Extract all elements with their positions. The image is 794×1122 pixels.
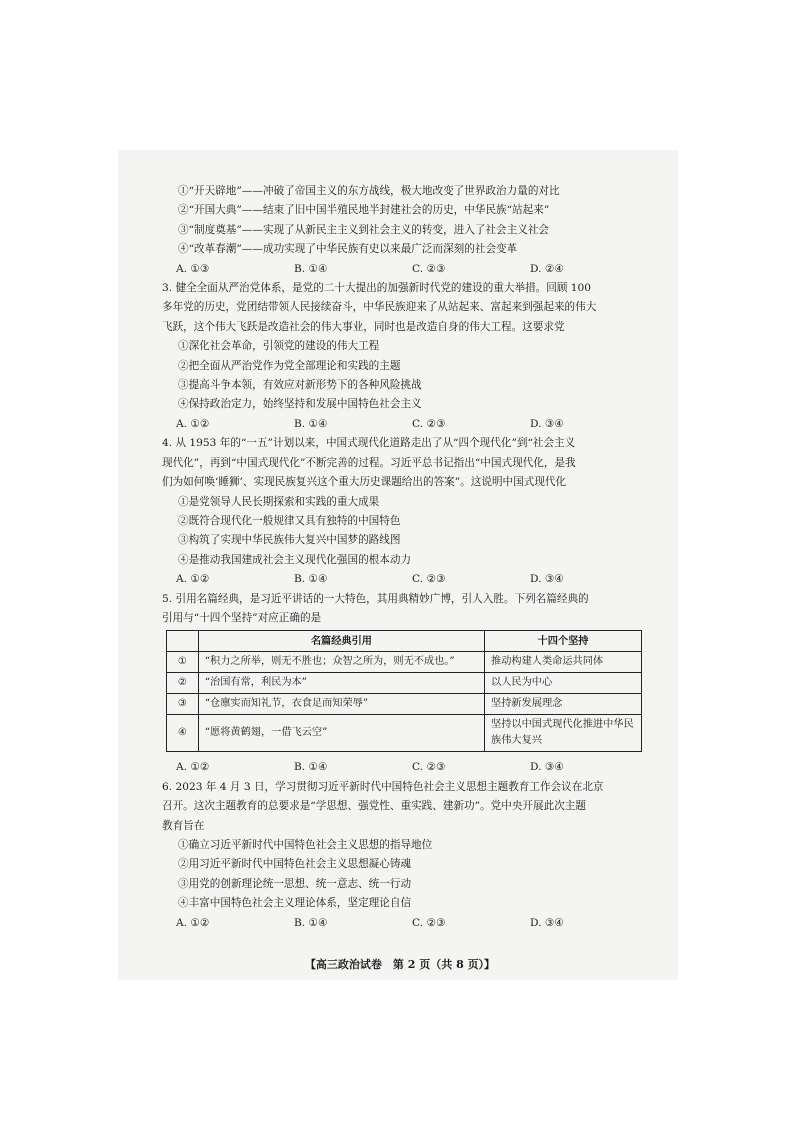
choice-d: D. ③④	[530, 761, 564, 774]
option-line: ②“开国大典”——结束了旧中国半殖民地半封建社会的历史，中华民族“站起来”	[178, 204, 550, 217]
row-number: ①	[167, 652, 199, 673]
table-header-principle: 十四个坚持	[485, 631, 642, 652]
table-row	[167, 694, 642, 715]
question-3-stem	[162, 279, 640, 337]
choice-b: B. ①④	[294, 573, 328, 586]
stem-line: 3. 健全全面从严治党体系，是党的二十大提出的加强新时代党的建设的重大举措。回顾 100	[162, 282, 592, 295]
option-line: ①是党领导人民长期探索和实践的重大成果	[178, 495, 380, 508]
table-header-row	[167, 631, 642, 652]
choice-d: D. ②④	[530, 262, 564, 275]
option-line: ③用党的创新理论统一思想、统一意志、统一行动	[178, 877, 412, 890]
question-4-stem	[162, 434, 640, 492]
question-2-choices	[162, 260, 640, 279]
option-line: ③构筑了实现中华民族伟大复兴中国梦的路线图	[178, 534, 401, 547]
question-3-choices	[162, 415, 640, 434]
principle: 坚持以中国式现代化推进中华民族伟大复兴	[485, 715, 642, 752]
question-5-stem	[162, 590, 640, 629]
choice-d: D. ③④	[530, 417, 564, 430]
table-row	[167, 673, 642, 694]
stem-line: 们为如何唤‘睡狮’、实现民族复兴这个重大历史课题给出的答案”。这说明中国式现代化	[162, 476, 567, 489]
row-number: ③	[167, 694, 199, 715]
question-4-options	[162, 493, 640, 571]
option-line: ④是推动我国建成社会主义现代化强国的根本动力	[178, 553, 412, 566]
option-line: ④保持政治定力，始终坚持和发展中国特色社会主义	[178, 398, 422, 411]
option-line: ④“改革春潮”——成功实现了中华民族有史以来最广泛而深刻的社会变革	[178, 243, 518, 256]
choice-c: C. ②③	[412, 916, 446, 929]
option-line: ①“开天辟地”——冲破了帝国主义的东方战线，极大地改变了世界政治力量的对比	[178, 185, 560, 197]
option-line: ①深化社会革命，引领党的建设的伟大工程	[178, 340, 380, 353]
option-line: ③“制度奠基”——实现了从新民主主义到社会主义的转变，进入了社会主义社会	[178, 223, 550, 236]
choice-a: A. ①③	[176, 262, 210, 275]
choice-c: C. ②③	[412, 262, 446, 275]
question-5-choices	[162, 758, 640, 777]
question-3-options	[162, 337, 640, 415]
stem-line: 引用与“十四个坚持”对应正确的是	[162, 611, 322, 624]
classic-quote: “积力之所举，则无不胜也；众智之所为，则无不成也。”	[198, 652, 484, 673]
principle: 坚持新发展理念	[485, 694, 642, 715]
choice-b: B. ①④	[294, 916, 328, 929]
option-line: ①确立习近平新时代中国特色社会主义思想的指导地位	[178, 838, 433, 851]
stem-line: 飞跃，这个伟大飞跃是改造社会的伟大事业，同时也是改造自身的伟大工程。这要求党	[162, 320, 565, 333]
stem-line: 召开。这次主题教育的总要求是“学思想、强党性、重实践、建新功”。党中央开展此次主题	[162, 800, 586, 813]
classic-quote: “仓廪实而知礼节，衣食足而知荣辱”	[198, 694, 484, 715]
question-6-options	[162, 836, 640, 914]
classics-table	[166, 630, 642, 752]
table-row	[167, 715, 642, 752]
option-line: ③提高斗争本领，有效应对新形势下的各种风险挑战	[178, 379, 422, 392]
choice-b: B. ①④	[294, 417, 328, 430]
table-row	[167, 652, 642, 673]
question-2-options	[162, 182, 640, 260]
classic-quote: “治国有常，利民为本”	[198, 673, 484, 694]
stem-line: 6. 2023 年 4 月 3 日，学习贯彻习近平新时代中国特色社会主义思想主题教育工作会议在北京	[162, 780, 604, 793]
stem-line: 多年党的历史，党团结带领人民接续奋斗，中华民族迎来了从站起来、富起来到强起来的伟大	[162, 301, 597, 314]
stem-line: 教育旨在	[162, 819, 205, 832]
option-line: ②把全面从严治党作为党全部理论和实践的主题	[178, 359, 401, 372]
choice-b: B. ①④	[294, 262, 328, 275]
option-line: ②既符合现代化一般规律又具有独特的中国特色	[178, 514, 401, 527]
option-line: ④丰富中国特色社会主义理论体系，坚定理论自信	[178, 897, 412, 910]
page-footer: 【高三政治试卷 第 2 页（共 8 页）】	[304, 958, 496, 971]
row-number: ②	[167, 673, 199, 694]
choice-c: C. ②③	[412, 417, 446, 430]
table-header-num	[167, 631, 199, 652]
stem-line: 5. 引用名篇经典，是习近平讲话的一大特色，其用典精妙广博，引人入胜。下列名篇经典的	[162, 592, 589, 605]
question-6-choices	[162, 914, 640, 933]
choice-c: C. ②③	[412, 761, 446, 774]
choice-a: A. ①②	[176, 417, 210, 430]
choice-d: D. ③④	[530, 573, 564, 586]
choice-a: A. ①②	[176, 573, 210, 586]
option-line: ②用习近平新时代中国特色社会主义思想凝心铸魂	[178, 858, 412, 871]
choice-d: D. ③④	[530, 916, 564, 929]
question-6-stem	[162, 778, 640, 836]
table-header-classic: 名篇经典引用	[198, 631, 484, 652]
question-4-choices	[162, 570, 640, 589]
principle: 推动构建人类命运共同体	[485, 652, 642, 673]
choice-a: A. ①②	[176, 916, 210, 929]
principle: 以人民为中心	[485, 673, 642, 694]
choice-b: B. ①④	[294, 761, 328, 774]
classic-quote: “愿将黄鹤翅，一借飞云空”	[198, 715, 484, 752]
stem-line: 现代化”，再到“中国式现代化”不断完善的过程。习近平总书记指出“中国式现代化，是我	[162, 456, 576, 469]
choice-c: C. ②③	[412, 573, 446, 586]
stem-line: 4. 从 1953 年的“一五”计划以来，中国式现代化道路走出了从“四个现代化”到“社会主义	[162, 437, 576, 450]
row-number: ④	[167, 715, 199, 752]
exam-content	[162, 182, 640, 933]
choice-a: A. ①②	[176, 761, 210, 774]
